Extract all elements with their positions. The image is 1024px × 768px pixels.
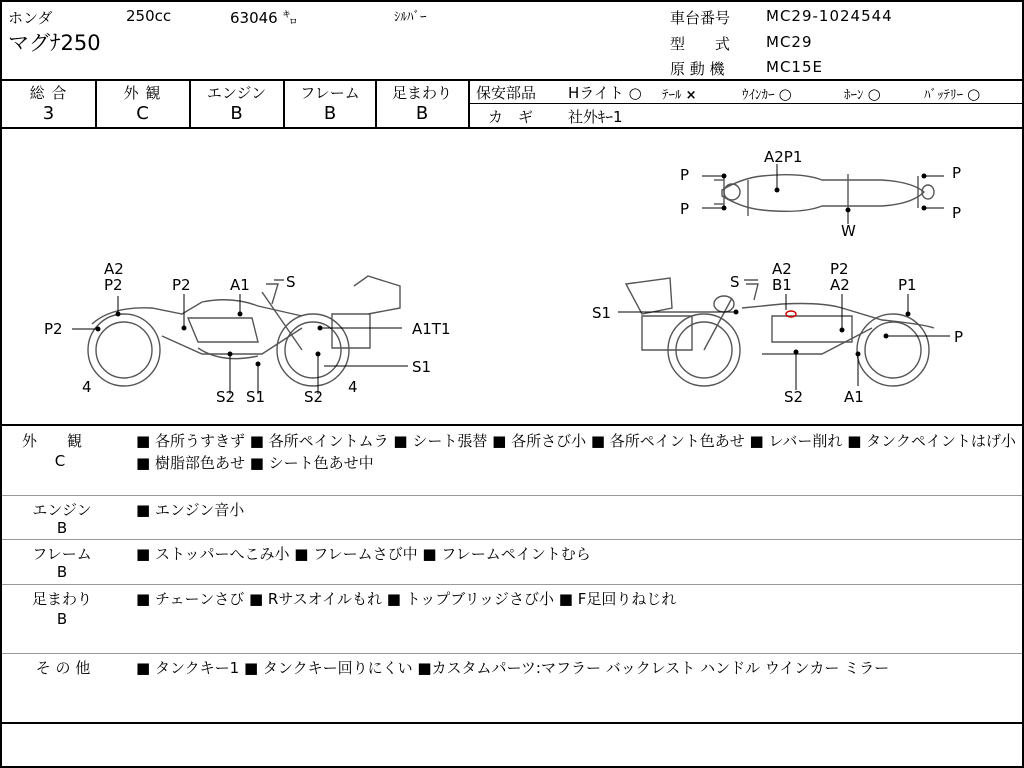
label-a2p1: A2P1 [764,148,803,166]
label-a2: A2 [772,260,792,278]
key-label: カ ギ [488,108,534,126]
damage-diagram [2,128,1022,424]
circle-mark-icon: ○ [867,85,881,103]
label-s: S [286,273,296,291]
motorcycle-top-view [714,174,934,216]
label-p2: P2 [830,260,849,278]
remark-text-frame: ■ ストッパーへこみ小 ■ フレームさび中 ■ フレームペイントむら [136,545,591,563]
body-color: ｼﾙﾊﾞｰ [394,10,427,25]
remark-label-other: そ の 他 [35,659,91,677]
label-s1: S1 [592,304,612,322]
label-s1: S1 [412,358,432,376]
marker-dots [96,174,927,367]
remark-label-engine: エンジン [32,501,92,519]
leader-lines [72,164,950,394]
model-name: マグﾅ250 [8,31,101,55]
label-s2: S2 [784,388,804,406]
safety-item-tail: ﾃｰﾙ × [662,88,697,103]
safety-item-horn: ﾎｰﾝ ○ [844,85,881,103]
frame-no-label: 車台番号 [670,9,731,27]
frame-no: MC29-1024544 [766,7,893,25]
circle-mark-icon: ○ [628,84,642,102]
circle-mark-icon: ○ [778,85,792,103]
grade-value-suspension: B [415,103,429,124]
safety-item-headlight: Hライト ○ [568,84,642,102]
label-w: W [841,222,856,240]
grade-label-overall: 総 合 [29,84,68,102]
displacement: 250cc [126,7,172,25]
type-label: 型 式 [670,35,731,53]
label-a1: A1 [844,388,864,406]
cross-mark-icon: × [685,88,697,103]
label-p: P [952,204,962,222]
label-p2: P2 [172,276,191,294]
type-value: MC29 [766,33,813,51]
label-tire-4: 4 [348,378,358,396]
safety-item-winker: ｳｲﾝｶｰ ○ [742,85,792,103]
label-a2: A2 [104,260,124,278]
grade-value-exterior: C [136,103,149,124]
grade-label-suspension: 足まわり [391,84,452,102]
remark-grade-exterior: C [54,452,66,470]
remark-text-other: ■ タンクキー1 ■ タンクキー回りにくい ■カスタムパーツ:マフラー バックレスト ハンドル ウインカー ミラー [136,659,890,677]
remark-text-engine: ■ エンジン音小 [136,501,245,519]
safety-label: 保安部品 [476,84,537,102]
remark-label-suspension: 足まわり [31,590,92,608]
label-p1: P1 [898,276,917,294]
remark-label-frame: フレーム [32,545,92,563]
label-b1: B1 [772,276,792,294]
label-s2: S2 [304,388,324,406]
label-a1t1: A1T1 [412,320,451,338]
maker: ホンダ [8,9,53,27]
grade-label-engine: エンジン [206,84,267,102]
label-s1: S1 [246,388,266,406]
label-p: P [680,200,690,218]
grade-value-overall: 3 [42,103,55,124]
label-p2: P2 [104,276,123,294]
remark-text-suspension: ■ チェーンさび ■ Rサスオイルもれ ■ トップブリッジさび小 ■ F足回りねじれ [136,590,677,608]
circle-mark-icon: ○ [967,85,981,103]
label-p: P [680,166,690,184]
motorcycle-right-view [626,278,934,386]
engine-label: 原 動 機 [670,60,725,78]
safety-item-battery: ﾊﾞｯﾃﾘｰ ○ [924,85,981,103]
mileage: 63046 ㌔ [230,9,298,27]
label-s2: S2 [216,388,236,406]
engine-model: MC15E [766,58,823,76]
divider [2,79,1022,81]
key-value: 社外ｷｰ1 [568,108,623,126]
label-tire-4: 4 [82,378,92,396]
remark-grade-engine: B [56,519,68,537]
label-a1: A1 [230,276,250,294]
remark-text-exterior: ■ 各所うすきず ■ 各所ペイントムラ ■ シート張替 ■ 各所さび小 ■ 各所ペイント色あせ ■ レバー削れ ■ タンクペイントはげ小 ■ 樹脂部色あせ ■ シート色あせ中 [136,432,1016,472]
grade-value-engine: B [230,103,243,124]
remark-label-exterior: 外 観 [21,432,82,450]
remark-grade-suspension: B [56,610,68,628]
remark-grade-frame: B [56,563,68,581]
label-p: P [952,164,962,182]
label-a2: A2 [830,276,850,294]
grade-value-frame: B [323,103,337,124]
label-p2: P2 [44,320,63,338]
grade-label-exterior: 外 観 [123,84,162,102]
label-s: S [730,273,740,291]
grade-label-frame: フレーム [300,84,360,102]
label-p: P [954,328,964,346]
